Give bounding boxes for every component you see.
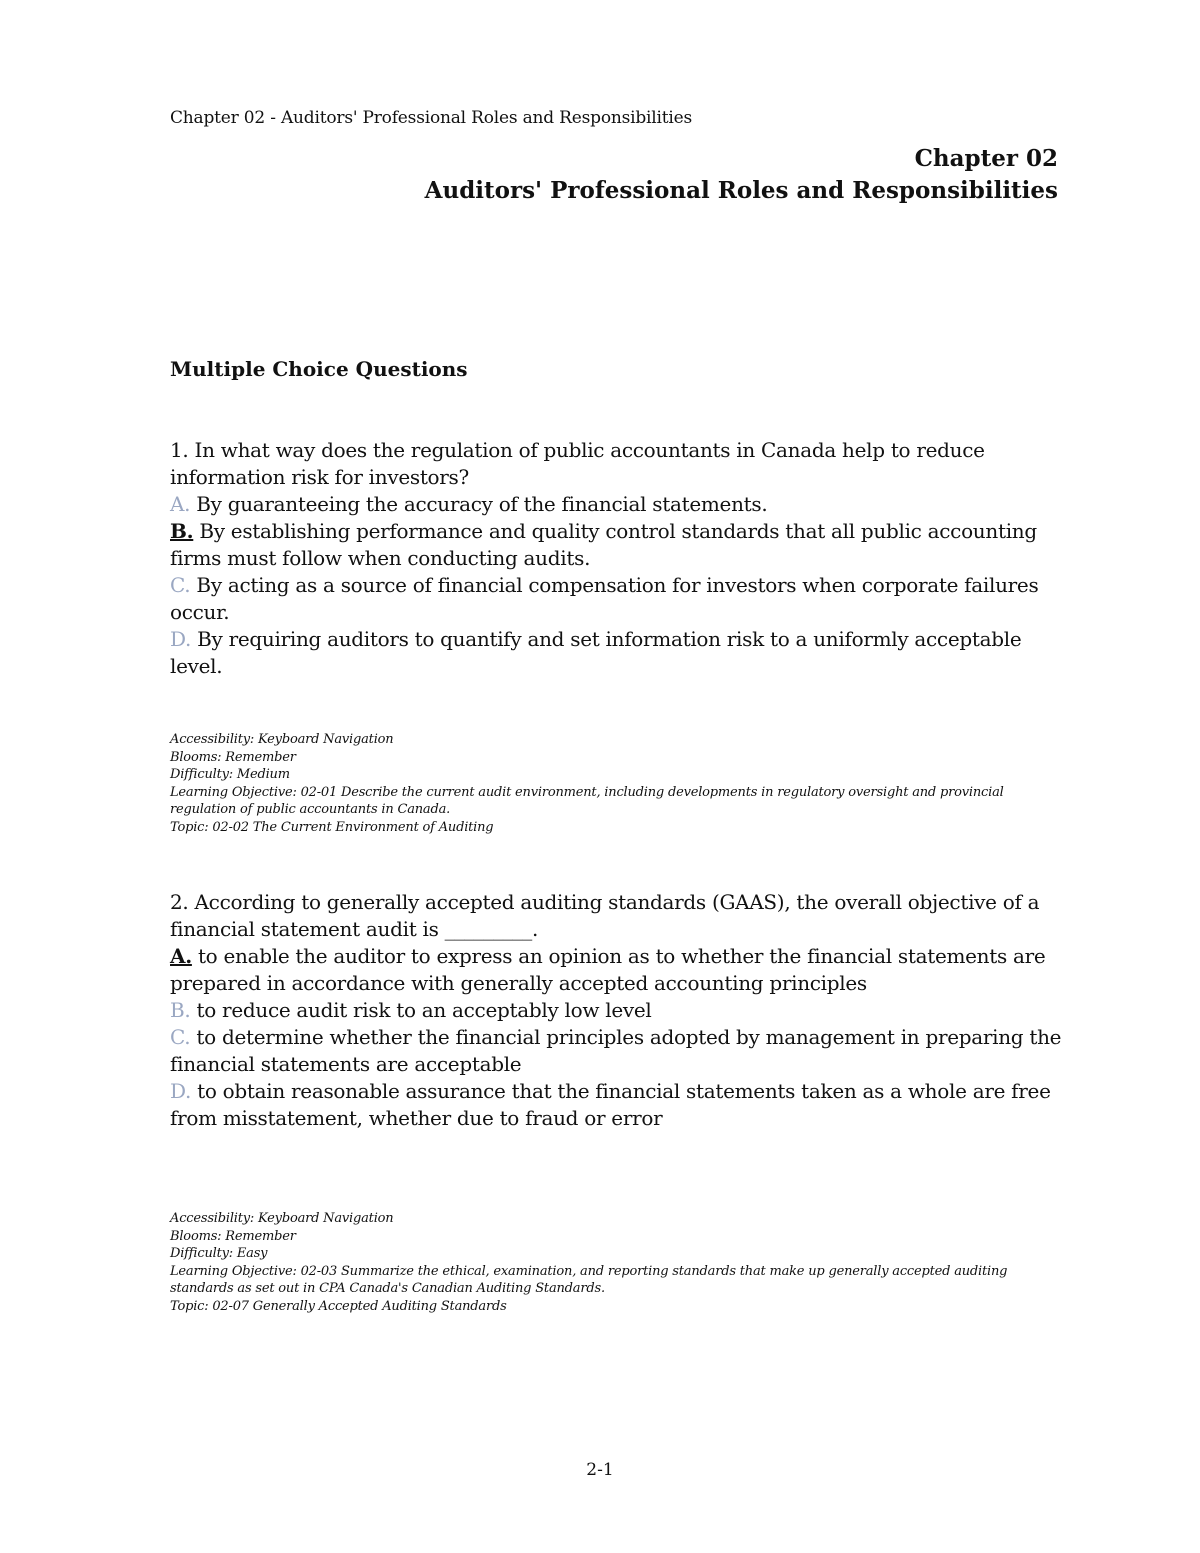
answer-option-d bbox=[170, 626, 1070, 680]
section-heading: Multiple Choice Questions bbox=[170, 357, 468, 381]
meta-topic: Topic: 02-07 Generally Accepted Auditing Standards bbox=[170, 1298, 507, 1314]
meta-blooms: Blooms: Remember bbox=[170, 1228, 296, 1244]
option-text: to enable the auditor to express an opinion as to whether the financial statements are prepared in accordance with generally accepted accounting principles bbox=[170, 944, 1046, 995]
option-text: to reduce audit risk to an acceptably low level bbox=[190, 998, 652, 1022]
answer-option-b bbox=[170, 518, 1070, 572]
page-number: 2-1 bbox=[586, 1460, 614, 1480]
meta-accessibility: Accessibility: Keyboard Navigation bbox=[170, 732, 394, 747]
option-text: By requiring auditors to quantify and set information risk to a uniformly acceptable level. bbox=[170, 627, 1022, 678]
option-letter: A. bbox=[170, 492, 191, 516]
question-1-metadata bbox=[170, 731, 1070, 836]
option-letter: D. bbox=[170, 627, 192, 651]
correct-option-letter: B. bbox=[170, 519, 194, 543]
option-letter: D. bbox=[170, 1079, 192, 1103]
question-1 bbox=[170, 437, 1070, 680]
option-text: By acting as a source of financial compensation for investors when corporate failures occur. bbox=[170, 573, 1039, 624]
meta-difficulty: Difficulty: Easy bbox=[170, 1246, 268, 1261]
meta-accessibility: Accessibility: Keyboard Navigation bbox=[170, 1211, 394, 1226]
option-letter: C. bbox=[170, 1025, 191, 1049]
answer-option-c bbox=[170, 1024, 1070, 1078]
question-2 bbox=[170, 889, 1070, 1132]
option-letter: B. bbox=[170, 998, 191, 1022]
meta-difficulty: Difficulty: Medium bbox=[170, 767, 290, 782]
question-stem: 1. In what way does the regulation of public accountants in Canada help to reduce information risk for investors? bbox=[170, 438, 985, 489]
option-text: to determine whether the financial principles adopted by management in preparing the financial statements are acceptable bbox=[170, 1025, 1062, 1076]
meta-topic: Topic: 02-02 The Current Environment of Auditing bbox=[170, 819, 494, 835]
chapter-subtitle: Auditors' Professional Roles and Responsibilities bbox=[424, 177, 1058, 204]
meta-learning-objective: Learning Objective: 02-01 Describe the current audit environment, including developments in regulatory oversight and provincial regulation of public accountants in Canada. bbox=[170, 784, 1004, 817]
answer-option-d bbox=[170, 1078, 1070, 1132]
chapter-title: Chapter 02 bbox=[914, 145, 1058, 172]
option-letter: C. bbox=[170, 573, 191, 597]
running-header: Chapter 02 - Auditors' Professional Roles and Responsibilities bbox=[170, 108, 693, 128]
answer-option-a bbox=[170, 943, 1070, 997]
option-text: By establishing performance and quality control standards that all public accounting firms must follow when conducting audits. bbox=[170, 519, 1037, 570]
option-text: to obtain reasonable assurance that the financial statements taken as a whole are free from misstatement, whether due to fraud or error bbox=[170, 1079, 1051, 1130]
correct-option-letter: A. bbox=[170, 944, 192, 968]
question-2-metadata bbox=[170, 1210, 1070, 1315]
option-text: By guaranteeing the accuracy of the financial statements. bbox=[190, 492, 768, 516]
question-stem: 2. According to generally accepted auditing standards (GAAS), the overall objective of a financial statement audit is _________. bbox=[170, 890, 1040, 941]
meta-learning-objective: Learning Objective: 02-03 Summarize the ethical, examination, and reporting standards that make up generally accepted auditing standards as set out in CPA Canada's Canadian Auditing Standards. bbox=[170, 1263, 1008, 1296]
meta-blooms: Blooms: Remember bbox=[170, 749, 296, 765]
answer-option-a bbox=[170, 491, 1070, 518]
answer-option-b bbox=[170, 997, 1070, 1024]
answer-option-c bbox=[170, 572, 1070, 626]
title-block bbox=[425, 143, 1058, 207]
